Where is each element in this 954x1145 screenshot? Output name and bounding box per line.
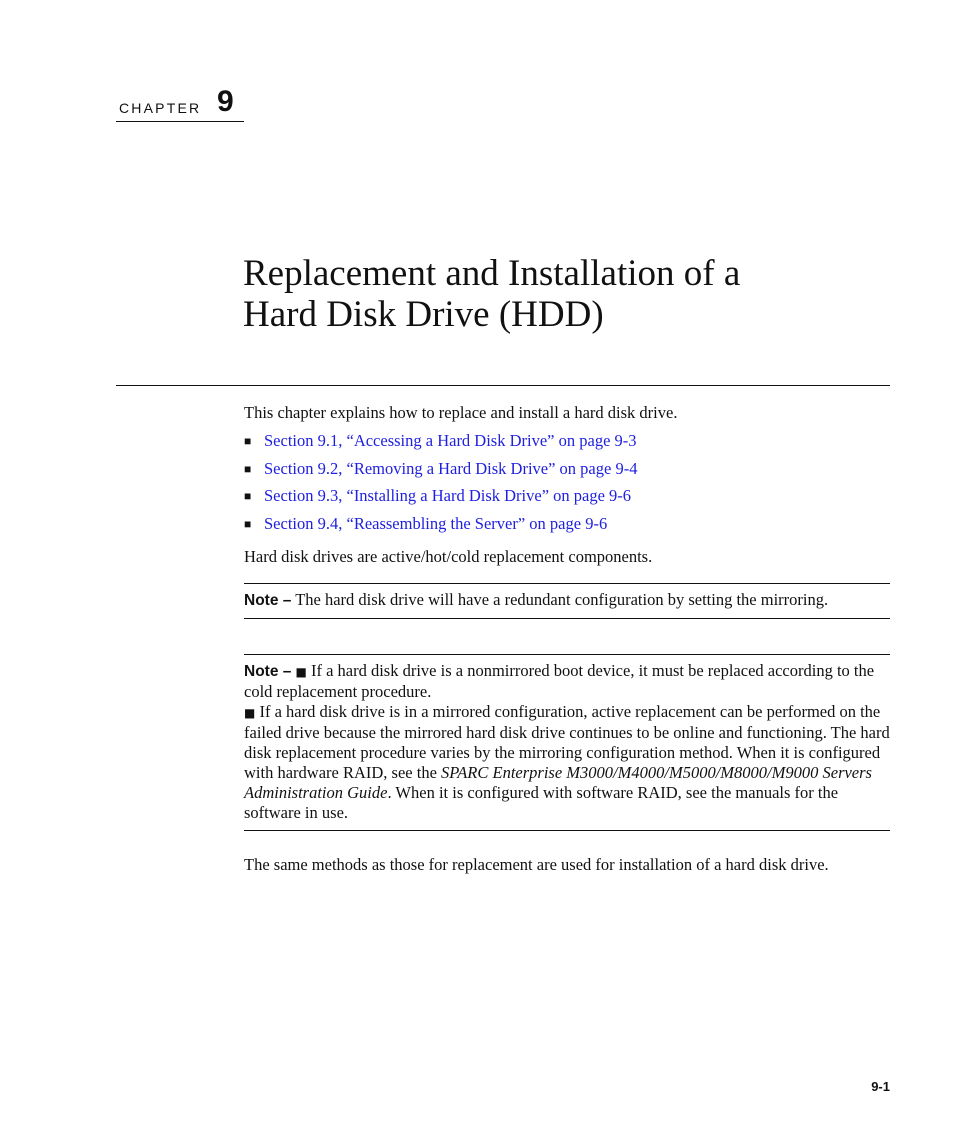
bullet-icon: ■ [244, 489, 252, 503]
link-section-9-2[interactable]: Section 9.2, “Removing a Hard Disk Drive” on page 9-4 [264, 458, 638, 478]
note-text: The hard disk drive will have a redundant configuration by setting the mirroring. [295, 590, 829, 609]
list-item [244, 514, 890, 542]
square-bullet-icon: ■ [295, 665, 307, 679]
installation-paragraph: The same methods as those for replacement are used for installation of a hard disk drive. [244, 855, 829, 874]
bullet-icon: ■ [244, 461, 252, 476]
square-bullet-icon: ■ [244, 706, 256, 720]
intro-paragraph: This chapter explains how to replace and install a hard disk drive. [244, 403, 678, 422]
page-number: 9-1 [871, 1079, 890, 1094]
chapter-body [244, 403, 890, 875]
note-box-mirroring [244, 583, 890, 619]
note-label: Note – [244, 592, 292, 609]
section-link-list [244, 431, 890, 541]
list-item [244, 431, 890, 459]
bullet-icon: ■ [244, 434, 252, 448]
link-section-9-1[interactable]: Section 9.1, “Accessing a Hard Disk Drive” on page 9-3 [264, 431, 637, 450]
list-item [244, 459, 890, 487]
link-section-9-4[interactable]: Section 9.4, “Reassembling the Server” on page 9-6 [264, 513, 608, 533]
note-item-2-text: If a hard disk drive is in a mirrored configuration, active replacement can be performed on the failed drive because the mirrored hard disk drive continues to be online and functioning. The hard disk replacement procedure varies by the mirroring configuration method. When it is configured with hardware RAID, see the [244, 702, 890, 782]
chapter-number: 9 [217, 85, 234, 118]
section-divider [116, 385, 890, 386]
note-box-replacement [244, 654, 890, 831]
note-item-2-tail: . When it is configured with software RAID, see the manuals for the software in use. [244, 783, 839, 822]
note-label: Note – [244, 663, 292, 680]
replacement-types-paragraph: Hard disk drives are active/hot/cold replacement components. [244, 547, 653, 566]
chapter-rule [116, 121, 244, 122]
list-item [244, 486, 890, 514]
note-item-1-text: If a hard disk drive is a nonmirrored boot device, it must be replaced according to the cold replacement procedure. [244, 661, 875, 701]
title-line-1: Replacement and Installation of a [243, 253, 741, 294]
link-section-9-3[interactable]: Section 9.3, “Installing a Hard Disk Drive” on page 9-6 [264, 486, 632, 505]
title-line-2: Hard Disk Drive (HDD) [243, 294, 604, 335]
page-title [243, 253, 883, 335]
guide-title: SPARC Enterprise M3000/M4000/M5000/M8000/M9000 Servers Administration Guide [244, 763, 872, 802]
note-item-1 [244, 661, 890, 702]
chapter-label: CHAPTER [119, 100, 202, 116]
bullet-icon: ■ [244, 516, 252, 531]
note-item-2 [244, 702, 890, 823]
